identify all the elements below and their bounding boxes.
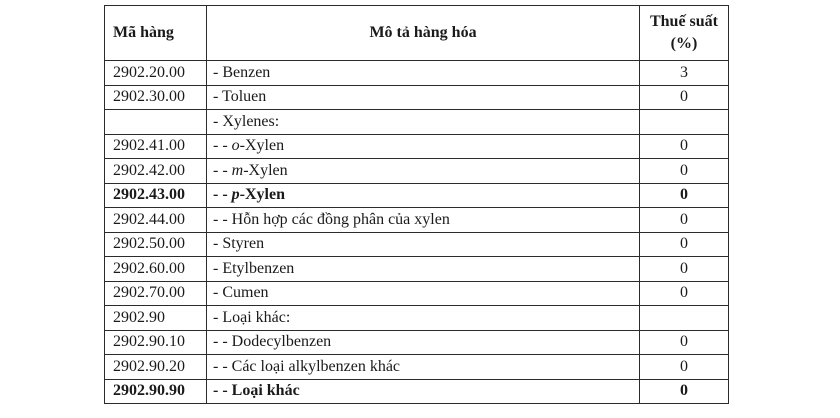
description-prefix: - -: [213, 137, 232, 155]
table-row: [105, 379, 729, 404]
tax-rate-cell: 0: [640, 159, 729, 184]
description-name: Hỗn hợp các đồng phân của xylen: [231, 210, 450, 228]
table-row: [105, 85, 729, 110]
description-name: Xylenes:: [222, 112, 280, 130]
header-description: Mô tả hàng hóa: [207, 6, 640, 61]
description-cell: [207, 232, 640, 257]
description-prefix: - -: [213, 210, 232, 228]
tax-rate-cell: 0: [640, 355, 729, 380]
hs-code-cell: 2902.20.00: [105, 61, 207, 86]
header-rate-unit: (%): [670, 35, 698, 52]
description-name: Loại khác: [231, 382, 300, 400]
description-suffix: -Xylen: [239, 186, 285, 204]
description-name: Toluen: [222, 88, 267, 106]
description-cell: [207, 379, 640, 404]
description-prefix: - -: [213, 161, 232, 179]
table-row: [105, 232, 729, 257]
table-row: [105, 330, 729, 355]
description-cell: [207, 281, 640, 306]
description-name: Các loại alkylbenzen khác: [231, 357, 401, 375]
hs-code-cell: 2902.70.00: [105, 281, 207, 306]
hs-code-cell: 2902.90.10: [105, 330, 207, 355]
table-row: [105, 110, 729, 135]
table-row: [105, 355, 729, 380]
description-cell: [207, 61, 640, 86]
hs-code-cell: [105, 110, 207, 135]
tariff-table: [104, 5, 729, 404]
description-cell: [207, 257, 640, 282]
table-row: [105, 61, 729, 86]
description-name: m: [231, 161, 244, 179]
description-prefix: -: [213, 63, 223, 81]
tax-rate-cell: 3: [640, 61, 729, 86]
description-name: o: [231, 137, 240, 155]
tax-rate-cell: [640, 306, 729, 331]
description-prefix: - -: [213, 382, 232, 400]
description-prefix: - -: [213, 357, 232, 375]
description-prefix: - -: [213, 333, 232, 351]
table-row: [105, 134, 729, 159]
tax-rate-cell: [640, 110, 729, 135]
description-prefix: -: [213, 88, 223, 106]
description-cell: [207, 306, 640, 331]
hs-code-cell: 2902.60.00: [105, 257, 207, 282]
description-cell: [207, 330, 640, 355]
tax-rate-cell: 0: [640, 208, 729, 233]
description-cell: [207, 110, 640, 135]
description-prefix: -: [213, 112, 223, 130]
description-cell: [207, 134, 640, 159]
description-name: Dodecylbenzen: [231, 333, 332, 351]
header-row: [105, 6, 729, 61]
description-suffix: -Xylen: [243, 161, 288, 179]
description-name: Loại khác:: [222, 308, 291, 326]
table-row: [105, 208, 729, 233]
description-cell: [207, 85, 640, 110]
hs-code-cell: 2902.44.00: [105, 208, 207, 233]
table-row: [105, 183, 729, 208]
description-name: Benzen: [222, 63, 271, 81]
table-row: [105, 159, 729, 184]
description-prefix: -: [213, 259, 223, 277]
description-prefix: -: [213, 284, 223, 302]
description-cell: [207, 159, 640, 184]
tax-rate-cell: 0: [640, 85, 729, 110]
hs-code-cell: 2902.41.00: [105, 134, 207, 159]
description-prefix: -: [213, 235, 223, 253]
hs-code-cell: 2902.43.00: [105, 183, 207, 208]
description-suffix: -Xylen: [239, 137, 285, 155]
header-rate: [640, 6, 729, 61]
description-name: p: [231, 186, 240, 204]
hs-code-cell: 2902.30.00: [105, 85, 207, 110]
table-row: [105, 306, 729, 331]
description-name: Etylbenzen: [222, 259, 295, 277]
table-row: [105, 281, 729, 306]
description-cell: [207, 208, 640, 233]
description-name: Cumen: [222, 284, 269, 302]
hs-code-cell: 2902.50.00: [105, 232, 207, 257]
description-cell: [207, 183, 640, 208]
tax-rate-cell: 0: [640, 183, 729, 208]
tax-rate-cell: 0: [640, 379, 729, 404]
table-row: [105, 257, 729, 282]
header-rate-label: Thuế suất: [649, 13, 719, 30]
description-prefix: -: [213, 308, 223, 326]
description-prefix: - -: [213, 186, 232, 204]
description-name: Styren: [222, 235, 265, 253]
tax-rate-cell: 0: [640, 134, 729, 159]
hs-code-cell: 2902.90.90: [105, 379, 207, 404]
hs-code-cell: 2902.42.00: [105, 159, 207, 184]
tax-rate-cell: 0: [640, 257, 729, 282]
hs-code-cell: 2902.90: [105, 306, 207, 331]
description-cell: [207, 355, 640, 380]
tax-rate-cell: 0: [640, 330, 729, 355]
hs-code-cell: 2902.90.20: [105, 355, 207, 380]
tax-rate-cell: 0: [640, 281, 729, 306]
tax-rate-cell: 0: [640, 232, 729, 257]
header-code: Mã hàng: [105, 6, 207, 61]
